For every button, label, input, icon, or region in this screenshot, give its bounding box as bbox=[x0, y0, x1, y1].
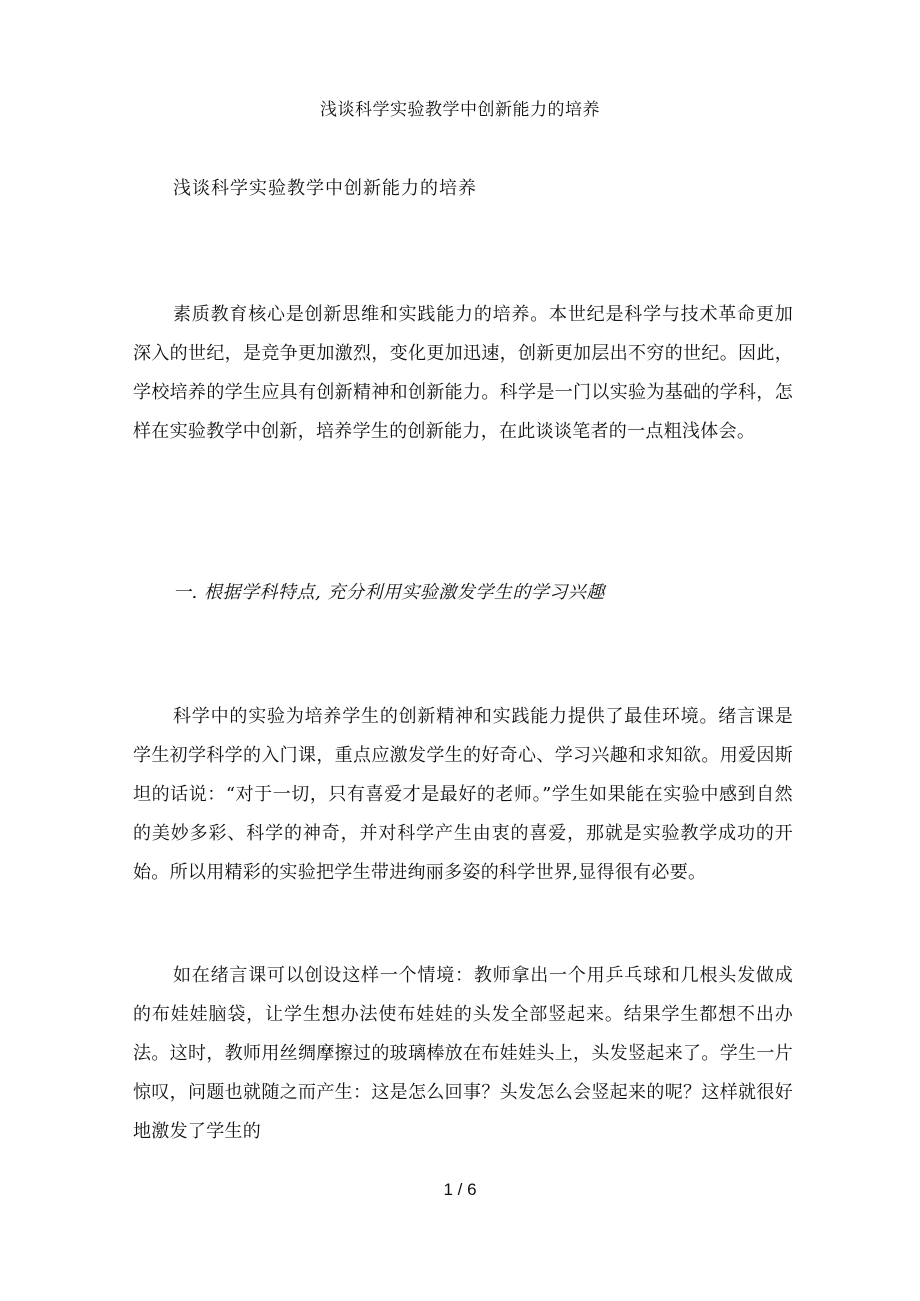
intro-paragraph: 素质教育核心是创新思维和实践能力的培养。本世纪是科学与技术革命更加深入的世纪，是竞争更加激烈，变化更加迅速，创新更加层出不穷的世纪。因此，学校培养的学生应具有创新精神和创新能力。科学是一门以实验为基础的学科，怎样在实验教学中创新，培养学生的创新能力，在此谈谈笔者的一点粗浅体会。 bbox=[133, 304, 793, 442]
body-paragraph-2: 如在绪言课可以创设这样一个情境：教师拿出一个用乒乓球和几根头发做成的布娃娃脑袋，让学生想办法使布娃娃的头发全部竖起来。结果学生都想不出办法。这时，教师用丝绸摩擦过的玻璃棒放在布娃娃头上，头发竖起来了。学生一片惊叹，问题也就随之而产生：这是怎么回事？头发怎么会竖起来的呢？这样就很好地激发了学生的 bbox=[133, 965, 793, 1142]
header-title: 浅谈科学实验教学中创新能力的培养 bbox=[320, 100, 600, 120]
body-paragraph-1: 科学中的实验为培养学生的创新精神和实践能力提供了最佳环境。绪言课是学生初学科学的入门课，重点应激发学生的好奇心、学习兴趣和求知欲。用爱因斯坦的话说：“对于一切，只有喜爱才是最好的老师。”学生如果能在实验中感到自然的美妙多彩、科学的神奇，并对科学产生由衷的喜爱，那就是实验教学成功的开始。所以用精彩的实验把学生带进绚丽多姿的科学世界,显得很有必要。 bbox=[133, 706, 793, 883]
section-heading-1: 一. 根据学科特点, 充分利用实验激发学生的学习兴趣 bbox=[173, 582, 605, 603]
document-title: 浅谈科学实验教学中创新能力的培养 bbox=[173, 178, 477, 199]
page-number: 1 / 6 bbox=[443, 1180, 477, 1199]
